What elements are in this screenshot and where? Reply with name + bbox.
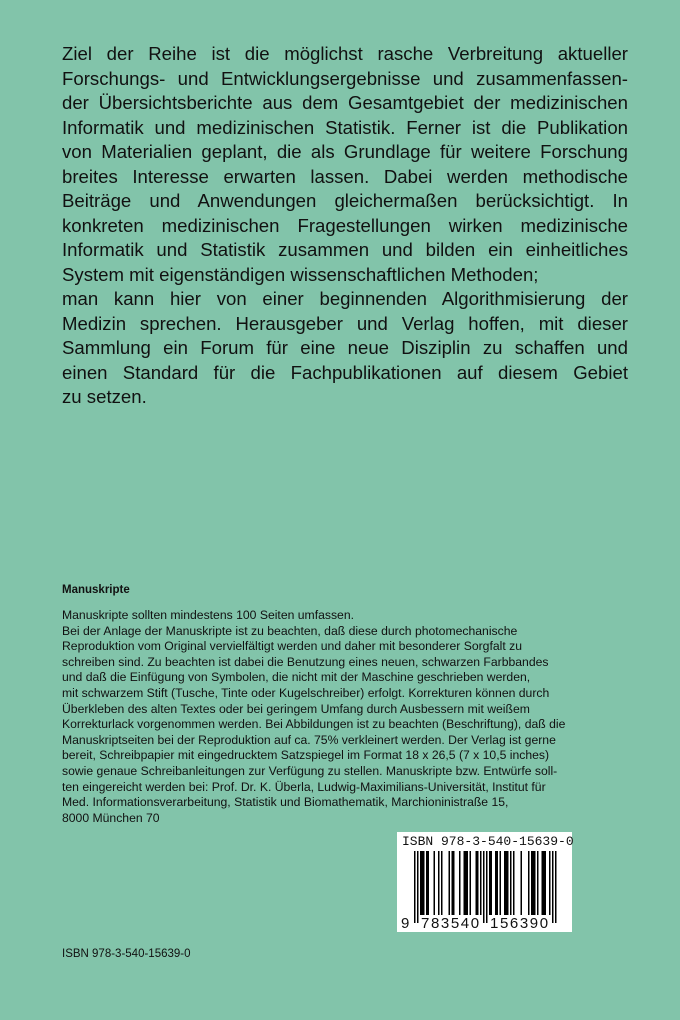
barcode-guard-bar (483, 851, 485, 923)
barcode-isbn-label: ISBN 978-3-540-15639-0 (402, 834, 574, 849)
intro-line: Medizin sprechen. Herausgeber und Verlag hoffen, mit dieser (62, 312, 628, 334)
barcode-bar (476, 851, 478, 915)
barcode-first-digit: 9 (401, 915, 410, 932)
manuskripte-line: mit schwarzem Stift (Tusche, Tinte oder Kugelschreiber) erfolgt. Korrekturen können durch (62, 685, 550, 700)
barcode-bar (545, 851, 547, 915)
barcode-bar (467, 851, 469, 915)
barcode-bar (426, 851, 428, 915)
barcode-bar (531, 851, 533, 915)
barcode-bar (453, 851, 455, 915)
intro-line: Informatik und medizinischen Statistik. Ferner ist die Publikation (62, 116, 628, 138)
barcode-guard-bar (417, 851, 419, 923)
series-description (62, 42, 628, 410)
intro-line: Beiträge und Anwendungen gleichermaßen berücksichtigt. In (62, 190, 628, 211)
manuskripte-line: Reproduktion vom Original vervielfältigt werden und daher mit besonderer Sorgfalt zu (62, 639, 522, 654)
intro-line: System mit eigenständigen wissenschaftlichen Methoden; (62, 263, 539, 285)
barcode-bar (528, 851, 530, 915)
barcode-bar (549, 851, 551, 915)
barcode-bar (459, 851, 461, 915)
barcode-bar (504, 851, 506, 915)
intro-line: Ziel der Reihe ist die möglichst rasche Verbreitung aktueller (62, 43, 628, 64)
manuskripte-line: und daß die Einfügung von Symbolen, die nicht mit der Maschine geschrieben werden, (62, 670, 531, 685)
manuskripte-line: 8000 München 70 (62, 810, 160, 825)
manuskripte-line: Überkleben des alten Textes oder bei geringem Umfang durch Ausbessern mit weißem (62, 701, 530, 716)
manuskripte-line: sowie genaue Schreibanleitungen zur Verfügung zu stellen. Manuskripte bzw. Entwürfe soll- (62, 763, 558, 778)
intro-line: zu setzen. (62, 386, 147, 407)
barcode-bar (434, 851, 436, 915)
intro-line: Sammlung ein Forum für eine neue Disziplin zu schaffen und (62, 337, 628, 358)
manuskripte-line: bereit, Schreibpapier mit eingedrucktem Satzspiegel im Format 18 x 26,5 (7 x 10,5 inches) (62, 748, 550, 763)
barcode-bar (477, 851, 479, 915)
manuskripte-line: Med. Informationsverarbeitung, Statistik und Biomathematik, Marchioninistraße 15, (62, 795, 509, 810)
barcode-bar (423, 851, 425, 915)
intro-line: Forschungs- und Entwicklungsergebnisse und zusammenfassen- (62, 67, 628, 89)
barcode-bar (542, 851, 544, 915)
barcode-bar (480, 851, 482, 915)
barcode-guard-bar (486, 851, 488, 923)
barcode-bar (489, 851, 491, 915)
intro-line: man kann hier von einer beginnenden Algorithmisierung der (62, 288, 628, 309)
barcode-bar (521, 851, 523, 915)
barcode-bar (470, 851, 472, 915)
barcode-bar (506, 851, 508, 915)
intro-line: konkreten medizinischen Fragestellungen wirken medizinische (62, 214, 628, 236)
barcode-bar (464, 851, 466, 915)
barcode-bar (452, 851, 454, 915)
barcode-bar (533, 851, 535, 915)
manuskripte-line: schreiben sind. Zu beachten ist dabei die Benutzung eines neuen, schwarzen Farbbandes (62, 654, 549, 669)
barcode-right-digits: 156390 (490, 915, 550, 932)
barcode-bar (500, 851, 502, 915)
barcode-bar (537, 851, 539, 915)
barcode-bar (497, 851, 499, 915)
barcode-bar (449, 851, 451, 915)
intro-line: von Materialien geplant, die als Grundlage für weitere Forschung (62, 141, 628, 162)
barcode-bar (510, 851, 512, 915)
barcode-bar (495, 851, 497, 915)
barcode-bar (441, 851, 443, 915)
isbn-footer: ISBN 978-3-540-15639-0 (62, 948, 191, 960)
barcode-bar (422, 851, 424, 915)
barcode-left-digits: 783540 (421, 915, 481, 932)
barcode-bar (438, 851, 440, 915)
barcode-guard-bar (555, 851, 557, 923)
manuskripte-line: Manuskriptseiten bei der Reproduktion auf ca. 75% verkleinert werden. Der Verlag ist gerne (62, 732, 556, 747)
barcode-bar (428, 851, 430, 915)
manuskripte-line: ten eingereicht werden bei: Prof. Dr. K. Überla, Ludwig-Maximilians-Universität, Institut für (62, 779, 546, 794)
barcode-bar (507, 851, 509, 915)
barcode-bar (534, 851, 536, 915)
barcode-bar (465, 851, 467, 915)
barcode-guard-bar (552, 851, 554, 923)
intro-line: einen Standard für die Fachpublikationen auf diesem Gebiet (62, 361, 628, 383)
intro-line: breites Interesse erwarten lassen. Dabei werden methodische (62, 165, 628, 187)
manuskripte-line: Bei der Anlage der Manuskripte ist zu beachten, daß diese durch photomechanische (62, 623, 518, 638)
isbn-barcode (397, 832, 572, 932)
intro-line: der Übersichtsberichte aus dem Gesamtgebiet der medizinischen (62, 92, 628, 113)
intro-line: Informatik und Statistik zusammen und bilden ein einheitliches (62, 239, 628, 260)
manuskripte-body (62, 608, 610, 826)
barcode-bar (543, 851, 545, 915)
barcode-bar (491, 851, 493, 915)
manuskripte-heading: Manuskripte (62, 584, 130, 596)
manuskripte-line: Korrekturlack vorgenommen werden. Bei Abbildungen ist zu beachten (Beschriftung), daß die (62, 717, 566, 732)
barcode-guard-bar (414, 851, 416, 923)
manuskripte-line: Manuskripte sollten mindestens 100 Seiten umfassen. (62, 608, 354, 622)
barcode-bar (513, 851, 515, 915)
barcode-bar (420, 851, 422, 915)
